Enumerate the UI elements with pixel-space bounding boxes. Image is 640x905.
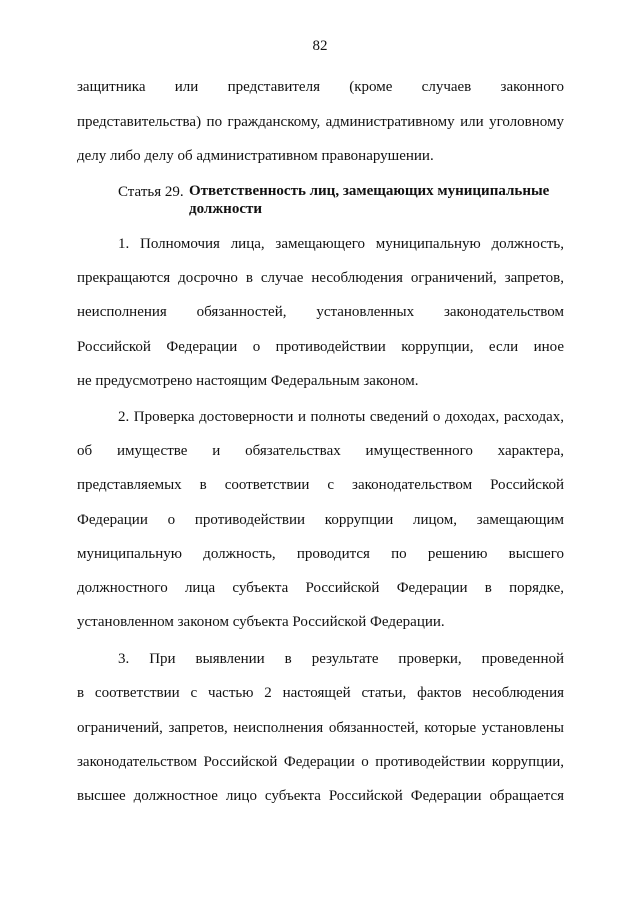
paragraph1-line-5: не предусмотрено настоящим Федеральным законом. xyxy=(77,373,419,389)
paragraph3-line-1: 3. При выявлении в результате проверки, проведенной xyxy=(118,651,564,667)
paragraph1-line-2: прекращаются досрочно в случае несоблюдения ограничений, запретов, xyxy=(77,270,564,286)
article-number: Статья 29. xyxy=(118,184,184,200)
paragraph2-line-2: об имуществе и обязательствах имущественного характера, xyxy=(77,443,564,459)
paragraph2-line-4: Федерации о противодействии коррупции лицом, замещающим xyxy=(77,512,564,528)
paragraph2-line-1: 2. Проверка достоверности и полноты сведений о доходах, расходах, xyxy=(118,409,564,425)
paragraph3-line-2: в соответствии с частью 2 настоящей статьи, фактов несоблюдения xyxy=(77,685,564,701)
paragraph3-line-3: ограничений, запретов, неисполнения обязанностей, которые установлены xyxy=(77,720,564,736)
page-number: 82 xyxy=(312,38,328,54)
paragraph1-line-3: неисполнения обязанностей, установленных законодательством xyxy=(77,304,564,320)
article-title-line-1: Ответственность лиц, замещающих муниципальные xyxy=(189,183,550,199)
paragraph1-line-4: Российской Федерации о противодействии коррупции, если иное xyxy=(77,339,564,355)
paragraph3-line-4: законодательством Российской Федерации о противодействии коррупции, xyxy=(77,754,564,770)
paragraph2-line-3: представляемых в соответствии с законодательством Российской xyxy=(77,477,564,493)
intro-line-1: защитника или представителя (кроме случаев законного xyxy=(77,79,564,95)
article-title-line-2: должности xyxy=(189,201,262,217)
paragraph3-line-5: высшее должностное лицо субъекта Российской Федерации обращается xyxy=(77,788,564,804)
paragraph2-line-6: должностного лица субъекта Российской Федерации в порядке, xyxy=(77,580,564,596)
paragraph2-line-5: муниципальную должность, проводится по решению высшего xyxy=(77,546,564,562)
intro-line-3: делу либо делу об административном правонарушении. xyxy=(77,148,434,164)
intro-line-2: представительства) по гражданскому, административному или уголовному xyxy=(77,114,564,130)
paragraph2-line-7: установленном законом субъекта Российской Федерации. xyxy=(77,614,445,630)
paragraph1-line-1: 1. Полномочия лица, замещающего муниципальную должность, xyxy=(118,236,564,252)
